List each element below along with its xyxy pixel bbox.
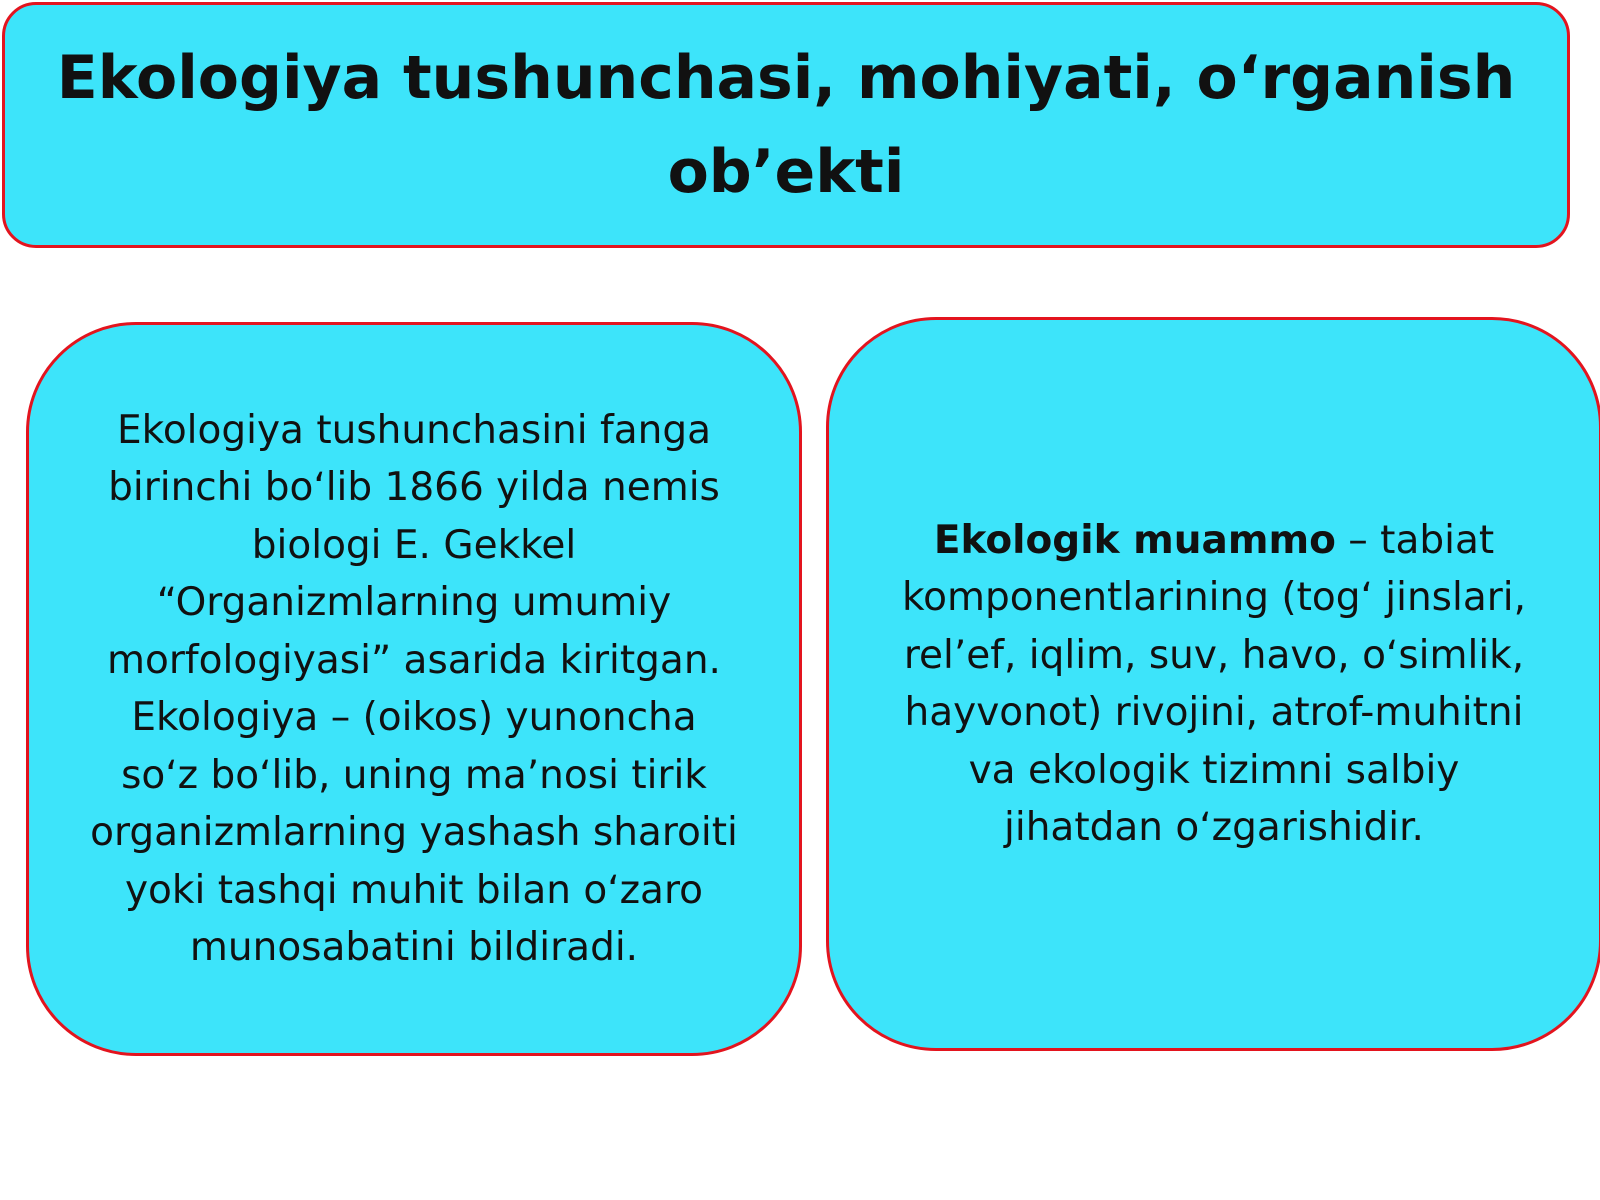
definition-card-right: [826, 317, 1600, 1051]
text-line: biologi E. Gekkel: [251, 522, 577, 568]
text-line: jihatdan o‘zgarishidir.: [1004, 805, 1424, 850]
title-banner: [2, 2, 1570, 248]
text-line: morfologiyasi” asarida kiritgan.: [107, 637, 721, 683]
text-line: “Organizmlarning umumiy: [156, 580, 672, 625]
text-line: yoki tashqi muhit bilan o‘zaro: [124, 867, 703, 913]
text-line: so‘z bo‘lib, uning ma’nosi tirik: [121, 752, 707, 798]
text-line: birinchi bo‘lib 1866 yilda nemis: [108, 465, 720, 510]
text-line: Ekologiya – (oikos) yunoncha: [131, 695, 697, 740]
text-line: rel’ef, iqlim, suv, havo, o‘simlik,: [903, 632, 1525, 678]
slide-title-line-2: ob’ekti: [667, 137, 905, 207]
ecology-definition-text: [64, 402, 764, 977]
slide-title: [17, 31, 1556, 219]
ecological-problem-term: Ekologik muammo: [933, 517, 1336, 563]
text-line: Ekologiya tushunchasini fanga: [116, 407, 711, 453]
definition-card-left: [26, 322, 802, 1056]
text-line: komponentlarining (tog‘ jinslari,: [901, 575, 1527, 620]
text-line: organizmlarning yashash sharoiti: [90, 810, 738, 855]
text-line: – tabiat: [1335, 517, 1495, 563]
slide-title-line-1: Ekologiya tushunchasi, mohiyati, o‘rganish: [56, 43, 1516, 113]
text-line: va ekologik tizimni salbiy: [968, 747, 1460, 793]
text-line: munosabatini bildiradi.: [189, 925, 639, 970]
text-line: hayvonot) rivojini, atrof-muhitni: [904, 690, 1524, 735]
ecological-problem-text: [876, 512, 1552, 857]
